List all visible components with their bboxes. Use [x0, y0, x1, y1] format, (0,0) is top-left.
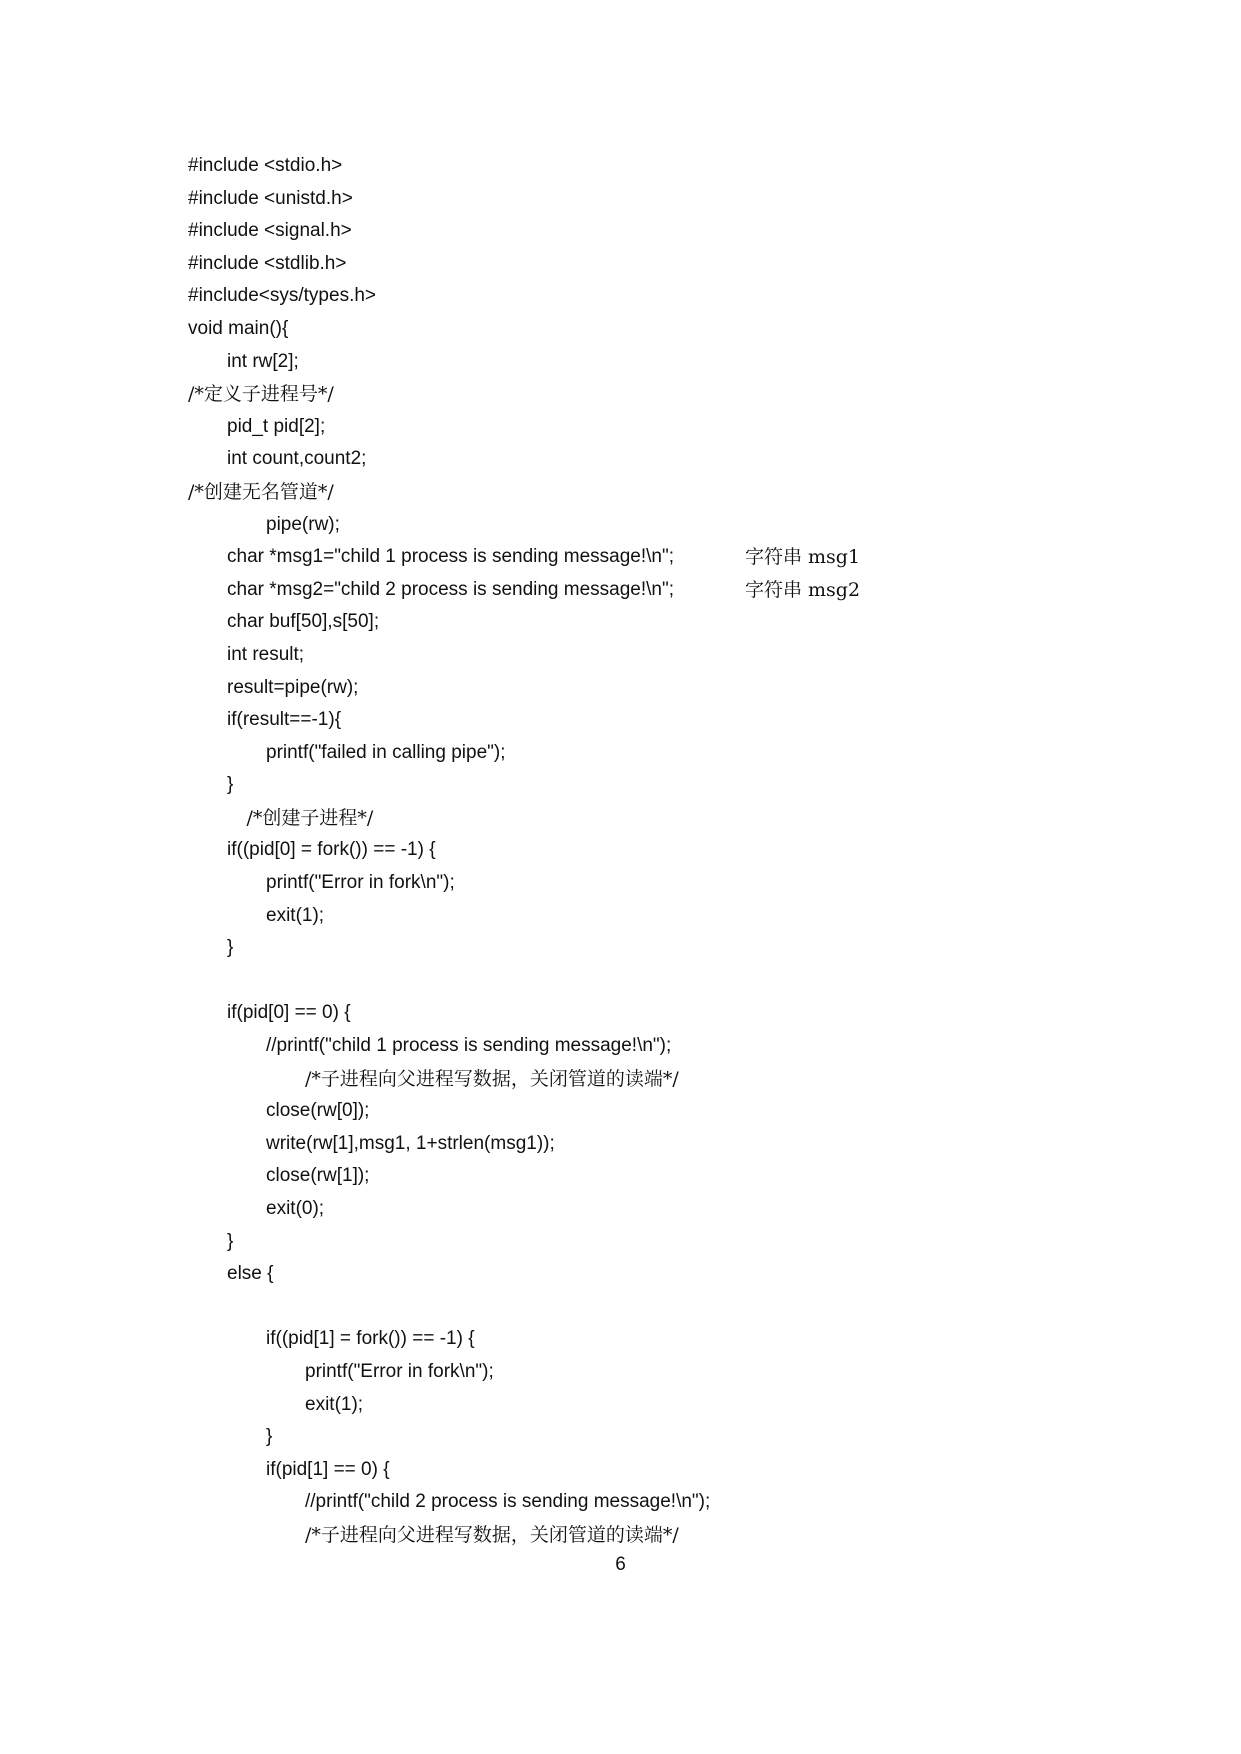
code-line-text: }	[266, 1426, 273, 1448]
code-line-text: int rw[2];	[227, 350, 299, 372]
code-line-text: char buf[50],s[50];	[227, 611, 380, 633]
code-line	[188, 1421, 1088, 1454]
code-line	[188, 346, 1088, 379]
code-line-text: close(rw[1]);	[266, 1165, 370, 1187]
code-line-text: write(rw[1],msg1, 1+strlen(msg1));	[266, 1132, 555, 1154]
code-line-text: if(result==-1){	[227, 709, 342, 731]
code-line-text: exit(0);	[266, 1198, 325, 1219]
code-line-text: /*定义子进程号*/	[188, 383, 334, 406]
code-line-text: else {	[227, 1263, 274, 1285]
code-line	[188, 639, 1088, 672]
code-line	[188, 1323, 1088, 1356]
code-line	[188, 476, 1088, 509]
code-line	[188, 769, 1088, 802]
code-line-text: /*子进程向父进程写数据，关闭管道的读端*/	[305, 1067, 679, 1090]
code-line-annotation: 字符串 msg1	[745, 546, 861, 569]
code-line	[188, 997, 1088, 1030]
code-line-text: if(pid[1] == 0) {	[266, 1458, 390, 1480]
code-line-text: int count,count2;	[227, 448, 367, 470]
code-line	[188, 1389, 1088, 1422]
code-line	[188, 1356, 1088, 1389]
code-line-text: //printf("child 2 process is sending message!\n");	[305, 1491, 711, 1513]
code-listing	[188, 150, 1088, 1552]
code-line	[188, 1519, 1088, 1552]
code-line	[188, 1160, 1088, 1193]
code-line-text: }	[227, 1230, 234, 1252]
code-line	[188, 1454, 1088, 1487]
code-line	[188, 313, 1088, 346]
code-line	[188, 606, 1088, 639]
code-line	[188, 737, 1088, 770]
code-line-text: /*创建无名管道*/	[188, 480, 334, 503]
code-line	[188, 1291, 1088, 1324]
code-line	[188, 672, 1088, 705]
code-line	[188, 1486, 1088, 1519]
code-line	[188, 965, 1088, 998]
code-line	[188, 1226, 1088, 1259]
code-line-text: printf("failed in calling pipe");	[266, 741, 506, 763]
code-line	[188, 183, 1088, 216]
code-line-text: char *msg1="child 1 process is sending message!\n";	[227, 546, 675, 568]
code-line	[188, 574, 1088, 607]
code-line-text: void main(){	[188, 317, 289, 339]
code-line	[188, 1030, 1088, 1063]
code-line-text: }	[227, 937, 234, 959]
code-line	[188, 802, 1088, 835]
code-line-text: printf("Error in fork\n");	[266, 872, 455, 894]
code-line	[188, 1193, 1088, 1226]
code-line	[188, 248, 1088, 281]
page-number: 6	[615, 1554, 626, 1575]
code-line-text: }	[227, 774, 234, 796]
code-line-text: #include <stdlib.h>	[188, 252, 347, 274]
code-line	[188, 1128, 1088, 1161]
code-line	[188, 1063, 1088, 1096]
code-line-text: #include <stdio.h>	[188, 155, 343, 176]
code-line-text: printf("Error in fork\n");	[305, 1360, 494, 1382]
code-line-text: pid_t pid[2];	[227, 415, 326, 437]
code-line-text: if((pid[1] = fork()) == -1) {	[266, 1328, 475, 1350]
code-line	[188, 280, 1088, 313]
code-line-text: /*创建子进程*/	[246, 806, 374, 829]
code-line	[188, 215, 1088, 248]
code-line-text: exit(1);	[266, 904, 325, 926]
code-line-text: if(pid[0] == 0) {	[227, 1002, 351, 1024]
code-line	[188, 1095, 1088, 1128]
code-line	[188, 900, 1088, 933]
code-line-text: int result;	[227, 643, 305, 665]
code-line	[188, 1258, 1088, 1291]
code-line	[188, 443, 1088, 476]
code-line-text: /*子进程向父进程写数据，关闭管道的读端*/	[305, 1523, 679, 1546]
code-line-text: result=pipe(rw);	[227, 676, 359, 698]
code-line-text: close(rw[0]);	[266, 1100, 370, 1122]
code-line	[188, 834, 1088, 867]
code-line-text: #include <unistd.h>	[188, 187, 353, 209]
code-line-annotation: 字符串 msg2	[745, 578, 861, 601]
code-line	[188, 378, 1088, 411]
code-line	[188, 541, 1088, 574]
code-line-text: #include <signal.h>	[188, 220, 352, 242]
code-line	[188, 932, 1088, 965]
code-line-text: pipe(rw);	[266, 513, 340, 535]
code-line	[188, 867, 1088, 900]
code-line-text: //printf("child 1 process is sending message!\n");	[266, 1035, 672, 1057]
code-line-text: char *msg2="child 2 process is sending message!\n";	[227, 578, 675, 600]
code-line-text: exit(1);	[305, 1393, 364, 1415]
code-line-text: if((pid[0] = fork()) == -1) {	[227, 839, 436, 861]
code-line	[188, 509, 1088, 542]
code-line-text: #include<sys/types.h>	[188, 285, 377, 307]
code-line	[188, 150, 1088, 183]
code-line	[188, 704, 1088, 737]
code-line	[188, 411, 1088, 444]
